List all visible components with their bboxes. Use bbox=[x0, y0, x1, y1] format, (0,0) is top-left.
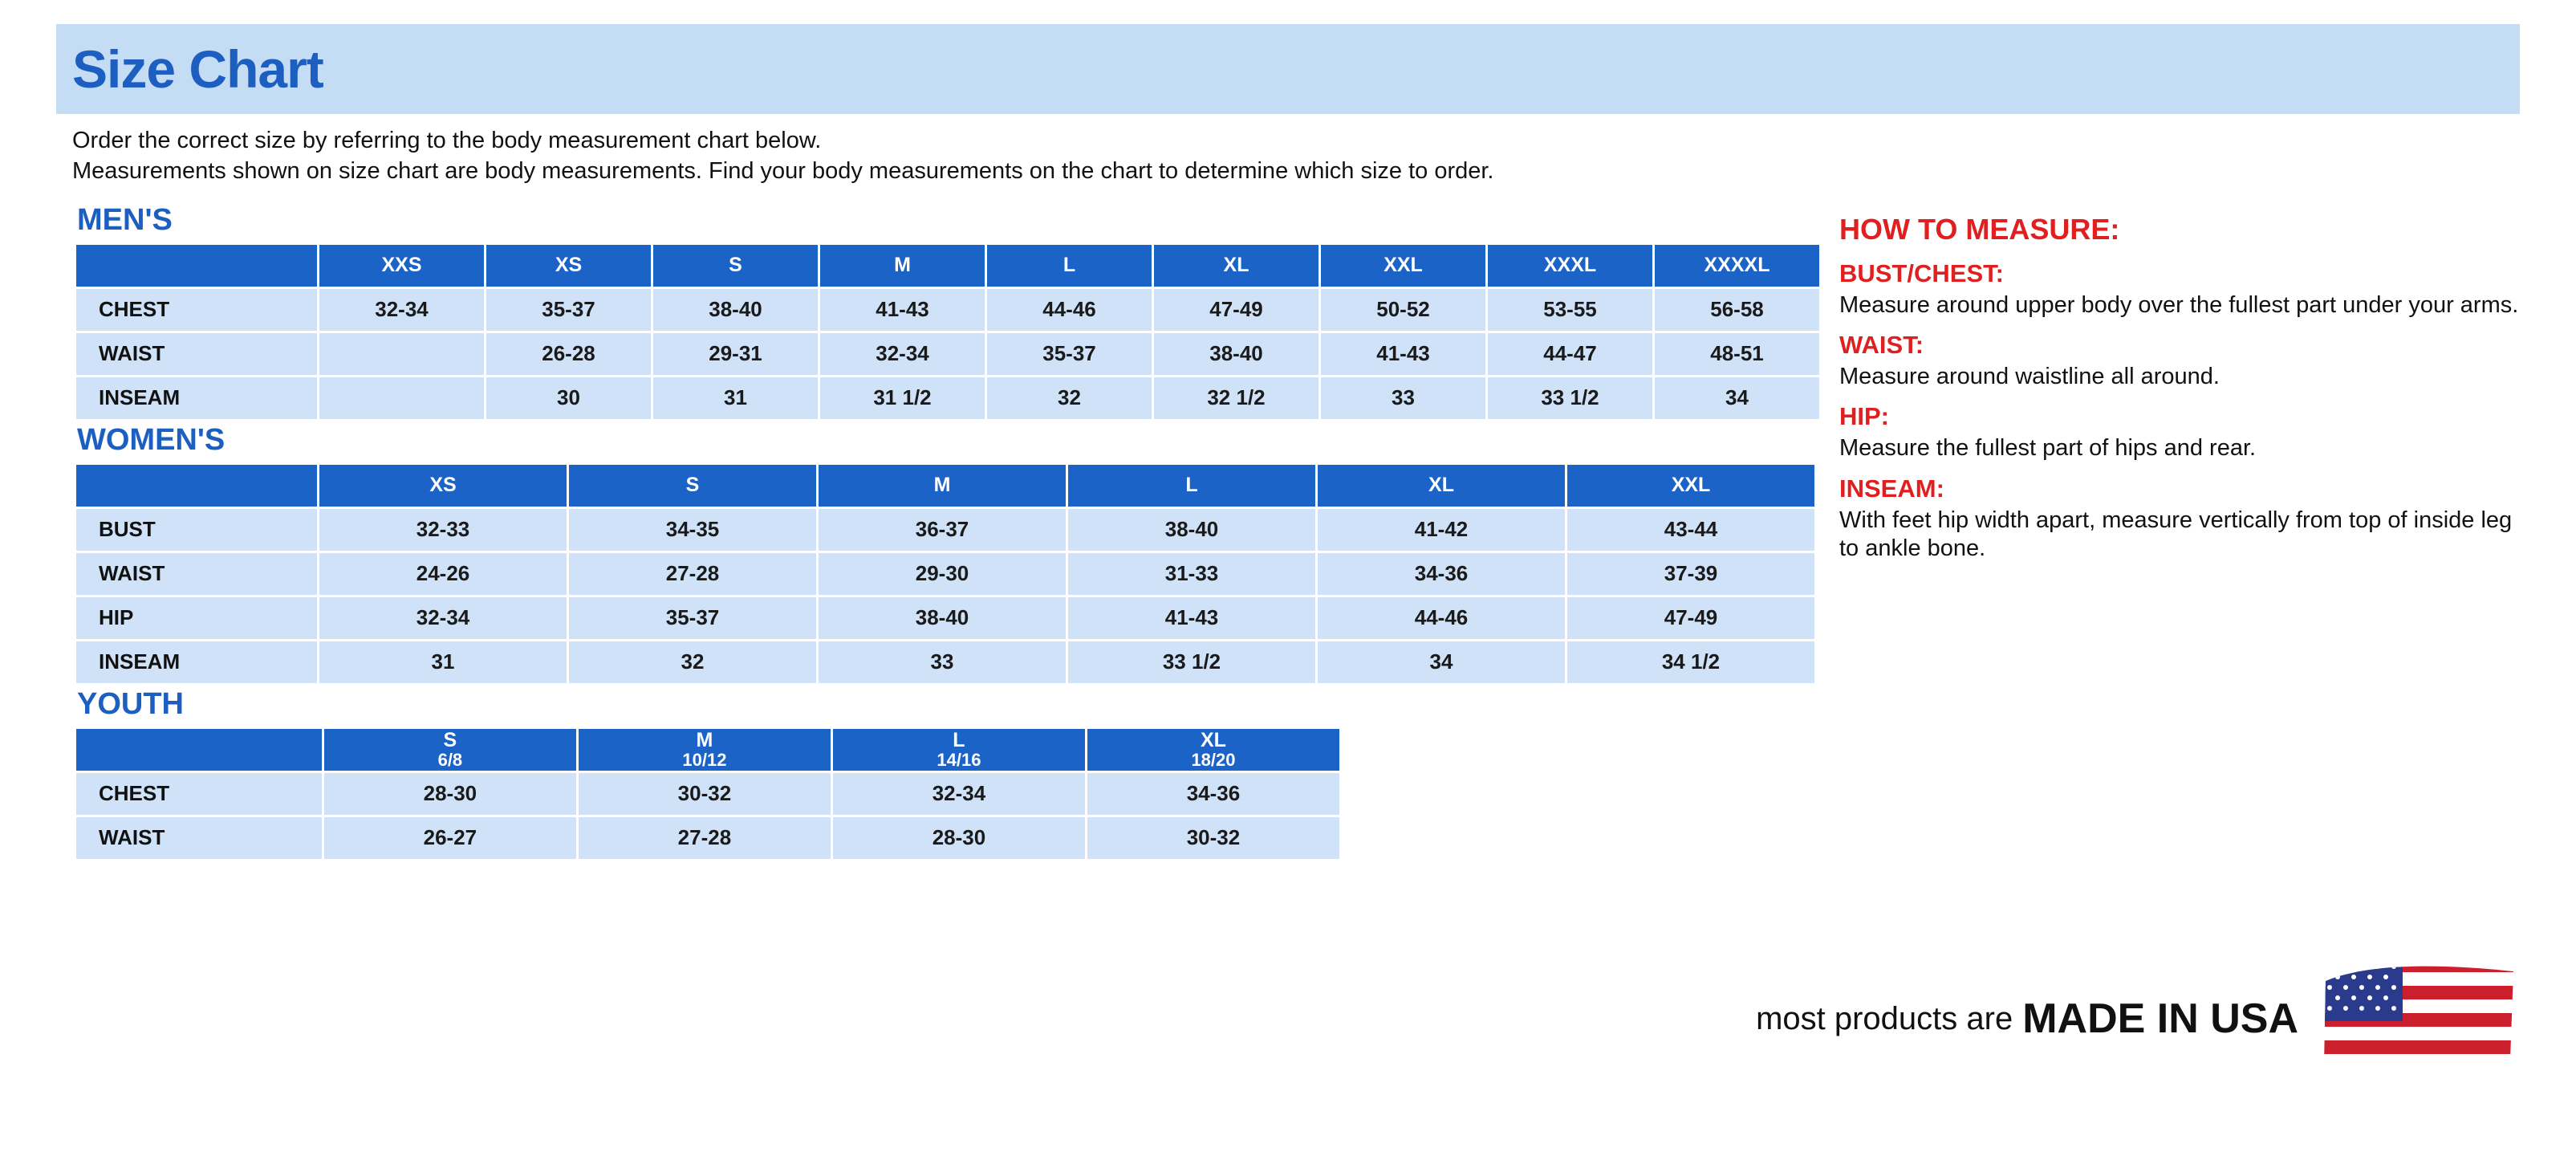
womens-row-3-label: INSEAM bbox=[76, 641, 317, 683]
table-header-row bbox=[76, 465, 1814, 507]
womens-cell-2-1: 35-37 bbox=[569, 597, 816, 639]
mens-cell-1-6: 41-43 bbox=[1321, 333, 1485, 375]
mens-cell-2-7: 33 1/2 bbox=[1488, 377, 1652, 419]
womens-col-0 bbox=[76, 465, 317, 507]
womens-cell-0-2: 36-37 bbox=[819, 509, 1066, 551]
youth-row-1-label: WAIST bbox=[76, 817, 322, 859]
womens-cell-1-2: 29-30 bbox=[819, 553, 1066, 595]
mens-cell-2-1: 30 bbox=[486, 377, 651, 419]
womens-cell-1-0: 24-26 bbox=[319, 553, 567, 595]
womens-cell-2-0: 32-34 bbox=[319, 597, 567, 639]
mens-cell-1-7: 44-47 bbox=[1488, 333, 1652, 375]
mens-cell-0-5: 47-49 bbox=[1154, 289, 1318, 331]
mens-cell-0-0: 32-34 bbox=[319, 289, 484, 331]
womens-cell-3-5: 34 1/2 bbox=[1567, 641, 1814, 683]
table-row bbox=[76, 817, 1339, 859]
youth-col-3-size: L bbox=[953, 728, 965, 751]
mens-cell-0-8: 56-58 bbox=[1655, 289, 1819, 331]
table-header-row bbox=[76, 245, 1819, 287]
womens-col-6: XXL bbox=[1567, 465, 1814, 507]
youth-col-3 bbox=[833, 729, 1085, 771]
table-row bbox=[76, 377, 1819, 419]
measure-text-bust-chest: Measure around upper body over the fullest part under your arms. bbox=[1839, 291, 2519, 318]
mens-col-3: S bbox=[653, 245, 818, 287]
womens-cell-0-0: 32-33 bbox=[319, 509, 567, 551]
intro-line-1: Order the correct size by referring to the body measurement chart below. bbox=[72, 128, 822, 153]
tables-column bbox=[56, 198, 1806, 861]
womens-row-0-label: BUST bbox=[76, 509, 317, 551]
womens-row-2-label: HIP bbox=[76, 597, 317, 639]
youth-cell-0-2: 32-34 bbox=[833, 773, 1085, 815]
mens-cell-0-7: 53-55 bbox=[1488, 289, 1652, 331]
header-band bbox=[56, 24, 2520, 114]
mens-section-title: MEN'S bbox=[77, 202, 173, 237]
table-row bbox=[76, 641, 1814, 683]
womens-cell-1-4: 34-36 bbox=[1318, 553, 1565, 595]
how-to-measure-column bbox=[1806, 198, 2520, 861]
youth-col-2 bbox=[579, 729, 831, 771]
measure-label-hip: HIP: bbox=[1839, 402, 1889, 431]
youth-col-4-size: XL bbox=[1201, 728, 1226, 751]
table-row bbox=[76, 597, 1814, 639]
table-header-row bbox=[76, 729, 1339, 771]
mens-cell-1-8: 48-51 bbox=[1655, 333, 1819, 375]
youth-cell-0-3: 34-36 bbox=[1087, 773, 1339, 815]
youth-col-0 bbox=[76, 729, 322, 771]
mens-cell-0-4: 44-46 bbox=[987, 289, 1152, 331]
mens-col-1: XXS bbox=[319, 245, 484, 287]
mens-col-8: XXXL bbox=[1488, 245, 1652, 287]
womens-cell-3-4: 34 bbox=[1318, 641, 1565, 683]
usa-flag-icon bbox=[2319, 959, 2520, 1079]
mens-size-table bbox=[74, 242, 1822, 421]
mens-cell-2-5: 32 1/2 bbox=[1154, 377, 1318, 419]
womens-cell-0-1: 34-35 bbox=[569, 509, 816, 551]
youth-cell-1-1: 27-28 bbox=[579, 817, 831, 859]
youth-col-3-ages: 14/16 bbox=[937, 750, 981, 771]
measure-label-inseam: INSEAM: bbox=[1839, 474, 1944, 503]
body-columns bbox=[56, 198, 2520, 861]
youth-section-title: YOUTH bbox=[77, 686, 184, 721]
womens-row-1-label: WAIST bbox=[76, 553, 317, 595]
womens-cell-2-3: 41-43 bbox=[1068, 597, 1315, 639]
youth-cell-0-0: 28-30 bbox=[324, 773, 576, 815]
mens-col-4: M bbox=[820, 245, 985, 287]
womens-cell-2-5: 47-49 bbox=[1567, 597, 1814, 639]
womens-col-4: L bbox=[1068, 465, 1315, 507]
womens-col-1: XS bbox=[319, 465, 567, 507]
mens-col-0 bbox=[76, 245, 317, 287]
youth-col-1-ages: 6/8 bbox=[437, 750, 463, 771]
mens-cell-1-1: 26-28 bbox=[486, 333, 651, 375]
made-in-usa-prefix: most products are bbox=[1756, 1000, 2013, 1036]
womens-cell-1-3: 31-33 bbox=[1068, 553, 1315, 595]
womens-cell-1-1: 27-28 bbox=[569, 553, 816, 595]
youth-col-2-size: M bbox=[696, 728, 713, 751]
measure-label-waist: WAIST: bbox=[1839, 330, 1924, 359]
how-to-measure-title: HOW TO MEASURE: bbox=[1839, 212, 2120, 246]
youth-col-1 bbox=[324, 729, 576, 771]
measure-text-inseam: With feet hip width apart, measure vertically from top of inside leg to ankle bone. bbox=[1839, 507, 2513, 562]
measure-label-bust-chest: BUST/CHEST: bbox=[1839, 258, 2004, 287]
youth-cell-1-3: 30-32 bbox=[1087, 817, 1339, 859]
womens-cell-3-0: 31 bbox=[319, 641, 567, 683]
mens-cell-2-6: 33 bbox=[1321, 377, 1485, 419]
youth-cell-1-2: 28-30 bbox=[833, 817, 1085, 859]
youth-col-1-size: S bbox=[443, 728, 457, 751]
youth-col-4 bbox=[1087, 729, 1339, 771]
table-row bbox=[76, 553, 1814, 595]
womens-col-5: XL bbox=[1318, 465, 1565, 507]
womens-cell-0-5: 43-44 bbox=[1567, 509, 1814, 551]
youth-col-2-ages: 10/12 bbox=[682, 750, 727, 771]
mens-row-0-label: CHEST bbox=[76, 289, 317, 331]
mens-cell-2-2: 31 bbox=[653, 377, 818, 419]
womens-cell-2-4: 44-46 bbox=[1318, 597, 1565, 639]
womens-cell-3-3: 33 1/2 bbox=[1068, 641, 1315, 683]
mens-cell-1-0 bbox=[319, 333, 484, 375]
intro-text bbox=[56, 125, 2520, 187]
mens-cell-2-8: 34 bbox=[1655, 377, 1819, 419]
size-chart-page bbox=[0, 24, 2576, 1156]
womens-col-2: S bbox=[569, 465, 816, 507]
mens-cell-0-1: 35-37 bbox=[486, 289, 651, 331]
womens-size-table bbox=[74, 462, 1817, 686]
mens-col-6: XL bbox=[1154, 245, 1318, 287]
mens-col-2: XS bbox=[486, 245, 651, 287]
youth-cell-0-1: 30-32 bbox=[579, 773, 831, 815]
womens-cell-0-3: 38-40 bbox=[1068, 509, 1315, 551]
womens-cell-0-4: 41-42 bbox=[1318, 509, 1565, 551]
womens-section-title: WOMEN'S bbox=[77, 422, 226, 457]
measure-text-hip: Measure the fullest part of hips and rear. bbox=[1839, 435, 2257, 462]
table-row bbox=[76, 773, 1339, 815]
womens-col-3: M bbox=[819, 465, 1066, 507]
table-row bbox=[76, 333, 1819, 375]
mens-cell-0-3: 41-43 bbox=[820, 289, 985, 331]
mens-cell-0-2: 38-40 bbox=[653, 289, 818, 331]
womens-cell-3-1: 32 bbox=[569, 641, 816, 683]
womens-cell-2-2: 38-40 bbox=[819, 597, 1066, 639]
made-in-usa-emphasis: MADE IN USA bbox=[2022, 995, 2298, 1042]
youth-size-table bbox=[74, 727, 1342, 861]
intro-line-2: Measurements shown on size chart are body measurements. Find your body measurements on the chart to determine which size to order. bbox=[72, 158, 1494, 185]
mens-cell-2-0 bbox=[319, 377, 484, 419]
womens-cell-1-5: 37-39 bbox=[1567, 553, 1814, 595]
mens-cell-0-6: 50-52 bbox=[1321, 289, 1485, 331]
mens-col-7: XXL bbox=[1321, 245, 1485, 287]
mens-col-9: XXXXL bbox=[1655, 245, 1819, 287]
mens-cell-1-3: 32-34 bbox=[820, 333, 985, 375]
youth-cell-1-0: 26-27 bbox=[324, 817, 576, 859]
mens-col-5: L bbox=[987, 245, 1152, 287]
made-in-usa-block bbox=[1756, 959, 2520, 1079]
youth-col-4-ages: 18/20 bbox=[1191, 750, 1236, 771]
mens-row-1-label: WAIST bbox=[76, 333, 317, 375]
measure-text-waist: Measure around waistline all around. bbox=[1839, 363, 2220, 389]
mens-cell-1-5: 38-40 bbox=[1154, 333, 1318, 375]
mens-row-2-label: INSEAM bbox=[76, 377, 317, 419]
mens-cell-1-4: 35-37 bbox=[987, 333, 1152, 375]
mens-cell-2-3: 31 1/2 bbox=[820, 377, 985, 419]
youth-row-0-label: CHEST bbox=[76, 773, 322, 815]
mens-cell-2-4: 32 bbox=[987, 377, 1152, 419]
table-row bbox=[76, 289, 1819, 331]
womens-cell-3-2: 33 bbox=[819, 641, 1066, 683]
page-title: Size Chart bbox=[72, 39, 323, 99]
table-row bbox=[76, 509, 1814, 551]
mens-cell-1-2: 29-31 bbox=[653, 333, 818, 375]
